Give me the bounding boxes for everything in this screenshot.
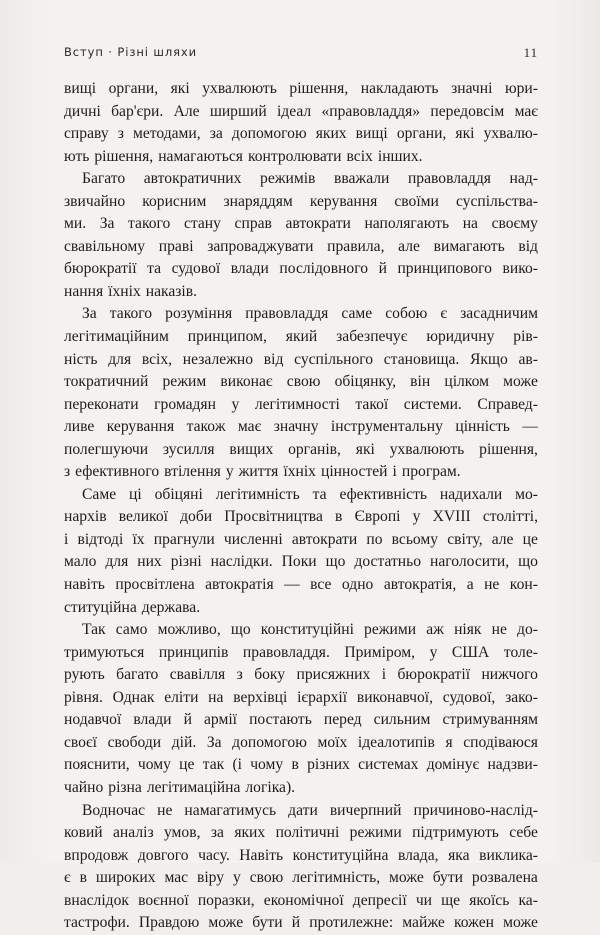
text-line: впродовж довгого часу. Навіть конституційна влада, яка виклика- — [64, 846, 538, 864]
text-line: нання їхніх наказів. — [64, 282, 198, 300]
text-line: чайно різна легітимаційна логіка). — [64, 778, 296, 796]
text-line: Багато автократичних режимів вважали правовладдя над- — [82, 170, 538, 188]
text-line: ність для всіх, незалежно від суспільного становища. Якщо ав- — [64, 350, 538, 368]
text-line: справу з методами, за допомогою яких вищі органи, які ухвалю- — [64, 125, 538, 143]
text-line: вищі органи, які ухвалюють рішення, накладають значні юри- — [64, 80, 538, 97]
text-line: рують багато свавілля з боку присяжних і бюрократії нижчого — [64, 666, 538, 684]
text-line: Водночас не намагатимусь дати вичерпний причиново-наслід- — [82, 801, 538, 819]
text-line: ковий аналіз умов, за яких політичні режими підтримують себе — [64, 824, 538, 842]
text-line: ливе керування також має значну інструментальну цінність — — [64, 418, 538, 436]
text-line: звичайно корисним знаряддям керування своїми суспільства- — [64, 192, 538, 210]
text-line: ми. За такого стану справ автократи наполягають на своєму — [64, 215, 538, 233]
text-line: дичні бар'єри. Але ширший ідеал «правовладдя» передовсім має — [64, 102, 538, 120]
text-line: тримуються принципів правовладдя. Приміром, у США толе- — [64, 643, 538, 661]
body-text — [64, 78, 538, 935]
text-line: свавільному праві запроваджувати правила, але вимагають від — [64, 237, 538, 255]
text-line: своєї свободи дій. За допомогою моїх ідеалотипів я сподіваюся — [64, 733, 538, 751]
text-line: Так само можливо, що конституційні режими аж ніяк не до- — [82, 621, 538, 639]
text-line: нодавчої влади й армії постають перед сильним стримуванням — [64, 711, 538, 729]
text-line: мало для них різні наслідки. Поки що достатньо наголосити, що — [64, 553, 538, 571]
text-line: ституційна держава. — [64, 598, 201, 616]
running-head-title: Вступ · Різні шляхи — [64, 45, 197, 59]
text-line: і відтоді їх прагнули численні автократи по всьому світу, але це — [64, 530, 538, 548]
text-line: легітимаційним принципом, який забезпечує юридичну рів- — [64, 328, 538, 346]
text-line: бюрократії та судової влади послідовного й принципового вико- — [64, 260, 538, 278]
text-line: ють рішення, намагаються контролювати всіх інших. — [64, 147, 423, 165]
text-line: нархів великої доби Просвітництва в Європі у XVIII столітті, — [64, 508, 538, 526]
text-line: внаслідок воєнної поразки, економічної депресії чи ще якоїсь ка- — [64, 891, 538, 909]
text-line: навіть просвітлена автократія — все одно автократія, а не кон- — [64, 576, 538, 594]
text-line: тократичний режим виконає свою обіцянку, він цілком може — [64, 373, 538, 391]
running-head — [64, 45, 538, 65]
text-line: тастрофи. Правдою може бути й протилежне: майже кожен може — [64, 914, 538, 932]
text-line: переконати громадян у легітимності такої системи. Справед- — [64, 395, 538, 413]
text-line: з ефективного втілення у життя їхніх цінностей і програм. — [64, 463, 461, 481]
text-line: полегшуючи зусилля вищих органів, які ухвалюють рішення, — [64, 440, 538, 458]
text-line: За такого розуміння правовладдя саме собою є засадничим — [82, 305, 538, 323]
text-line: пояснити, чому це так (і чому в різних системах домінує надзви- — [64, 756, 538, 774]
page-number: 11 — [523, 45, 538, 60]
text-line: Саме ці обіцяні легітимність та ефективність надихали мо- — [82, 485, 538, 503]
text-line: рівня. Однак еліти на верхівці ієрархії виконавчої, судової, зако- — [64, 688, 538, 706]
text-line: є в широких мас віру у свою легітимність, може бути розвалена — [64, 869, 538, 887]
